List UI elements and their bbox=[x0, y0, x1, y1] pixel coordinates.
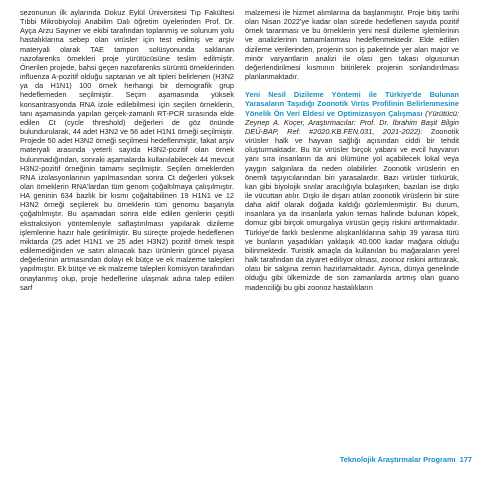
right-paragraph-2: Zoonotik virüsler halk ve hayvan sağlığı açısından ciddi bir tehdit oluşturmaktadır. Bu tür virüsler birçok yabani ve evcil hayvanın yanı sıra insanların da ani ölümüne yol açabilecek lokal veya yaygın salgınlara da neden olabilirler. Zoonotik virüslerin en önemli taşıyıcılarından biri yarasalardır. Bazı virüsler türkürük, kan gibi biyolojik sıvılar aracılığıyla bulaşırken, bazıları ise dışkı ile vücuttan atılır. Dışkı ile dışarı atılan zoonotik virüslerin bir süre daha aktif olarak doğada kaldığı gözlemlenmiştir. Bu durum, insanlara ya da insanlarla yakın temas halinde bulunan köpek, domuz gibi birçok omurgalıya virüsün geçiş riskini arttırmaktadır. Türkiye'de farklı beslenme alışkanlıklarına sahip 39 yarasa türü ve bunların yaşadıkları yaklaşık 40.000 kadar mağara olduğu bilinmektedir. Turistik amaçla da kullanılan bu mağaraların yerel halk tarafından da ziyaret edilıyor olması, zoonoz riskini arttırarak, olası bir salgına zemin hazırlamaktadır. Ayrıca, dünya genelinde olduğu gibi ülkemizde de son zamanlarda artmış olan guano madenciliği bu gibi zoonoz hastalıkların bbox=[245, 126, 459, 292]
section-heading-block bbox=[245, 90, 459, 291]
left-column bbox=[20, 8, 234, 292]
right-paragraph-1: malzemesi ile hizmet alımlarına da başlanmıştır. Proje bitiş tarihi olan Nisan 2022'ye kadar olan sürede hedeflenen sayıda pozitif örnek taranması ve bu örneklerin yeni nesil dizileme işlemlerinin ve analizlerinin tamamlanması hedeflenmektedir. Elde edilen dizileme verilerinden, projenin son iş paketinde yer alan major ve minör varyantların analizi ile olası gen takası olgusunun değerlendirilmesi kısmının bitirilerek projenin sonlandırılması planlanmaktadır. bbox=[245, 8, 459, 82]
page-footer bbox=[340, 455, 472, 464]
page-number: 177 bbox=[459, 455, 472, 464]
left-paragraph: sezonunun ilk aylarında Dokuz Eylül Üniversitesi Tıp Fakültesi Tıbbi Mikrobiyoloji Anabilim Dalı öğretim üyelerinden Prof. Dr. Ayça Arzu Sayıner ve ekibi tarafından toplanmış ve solunum yolu hastalıklarına sebep olan virüsler için test edilmiş ve arşiv materyali olarak TAE tampon solüsyonunda saklanan nazofarenks örnekleri proje yürütücüsüne teslim edilmiştir. Önerilen projede, bahsi geçen nazofarenks sürüntü örneklerinden influenza A-pozitif olduğu saptanan ve alt tipleri belirlenen (H3N2 ya da H1N1) 100 örnek herhangi bir demografik grup hedeflemeden seçilmiştir. Seçim aşamasında yüksek konsantrasyonda RNA izole edilebilmesi için seçilen örneklerin, tanı aşamasında yapılan gerçek-zamanlı RT-PCR sırasında elde edilen Ct (cycle threshold) değerleri de göz önünde bulundurularak, 44 adet H3N2 ve 56 adet H1N1 örneği seçilmiştir. Projede 50 adet H3N2 örneği seçilmesi hedeflenmiştir, fakat arşiv materyali arasında yeterli sayıda H3N2-pozitif olan örnek bulunmadığından, sonraki aşamalarda kullanılabilecek 44 mevcut H3N2-pozitif örneğinin tamamı seçilmiştir. Seçilen örneklerden RNA izolasyonlarının yapılmasından sonra Ct değerleri yüksek olan örneklerin RNA'lardan tüm genom çoğaltılmaya çalışılmıştır. HA geninin 634 bazlık bir kısmı çoğaltabilinen 19 H1N1 ve 12 H3N2 örneği seçilerek bu örneklerin tüm genomu başarıyla çoğaltılmıştır. Bu aşamadan sonra elde edilen genlerin çeşitli ekstraksiyon yöntemleriyle saflaştırılması yapılarak dizileme işlemlerine hazır hale getirilmiştir. Bu süreçte projede hedeflenen miktarda (25 adet H1N1 ve 25 adet H3N2) pozitif örnek tespit edilemediğinden ve satın alınacak bazı ürünlerin güncel piyasa değerlerinin artmasından dolayı ek bütçe ve ek malzeme talepleri yapılmıştır. Ek bütçe ve ek malzeme talepleri komisyon tarafından onaylanmış olup, proje hedeflerine ulaşmak adına talep edilen sarf bbox=[20, 8, 234, 292]
section-heading-note: (Yürütücü: Zeynep A. Koçer, Araştırmacılar: Prof. Dr. İbrahim Başit Bilgin DEÜ-BAP, Ref: #2020.KB.FEN.031, 2021-2022): bbox=[245, 108, 459, 136]
section-heading: Yeni Nesil Dizileme Yöntemi ile Türkiye'de Bulunan Yarasaların Taşıdığı Zoonotik Virüs Profilinin Belirlenmesine Yönelik Ön Veri Eldesi ve Optimizasyon Çalışması bbox=[245, 90, 459, 118]
footer-title: Teknolojik Araştırmalar Programı bbox=[339, 455, 456, 464]
right-column bbox=[245, 8, 459, 292]
